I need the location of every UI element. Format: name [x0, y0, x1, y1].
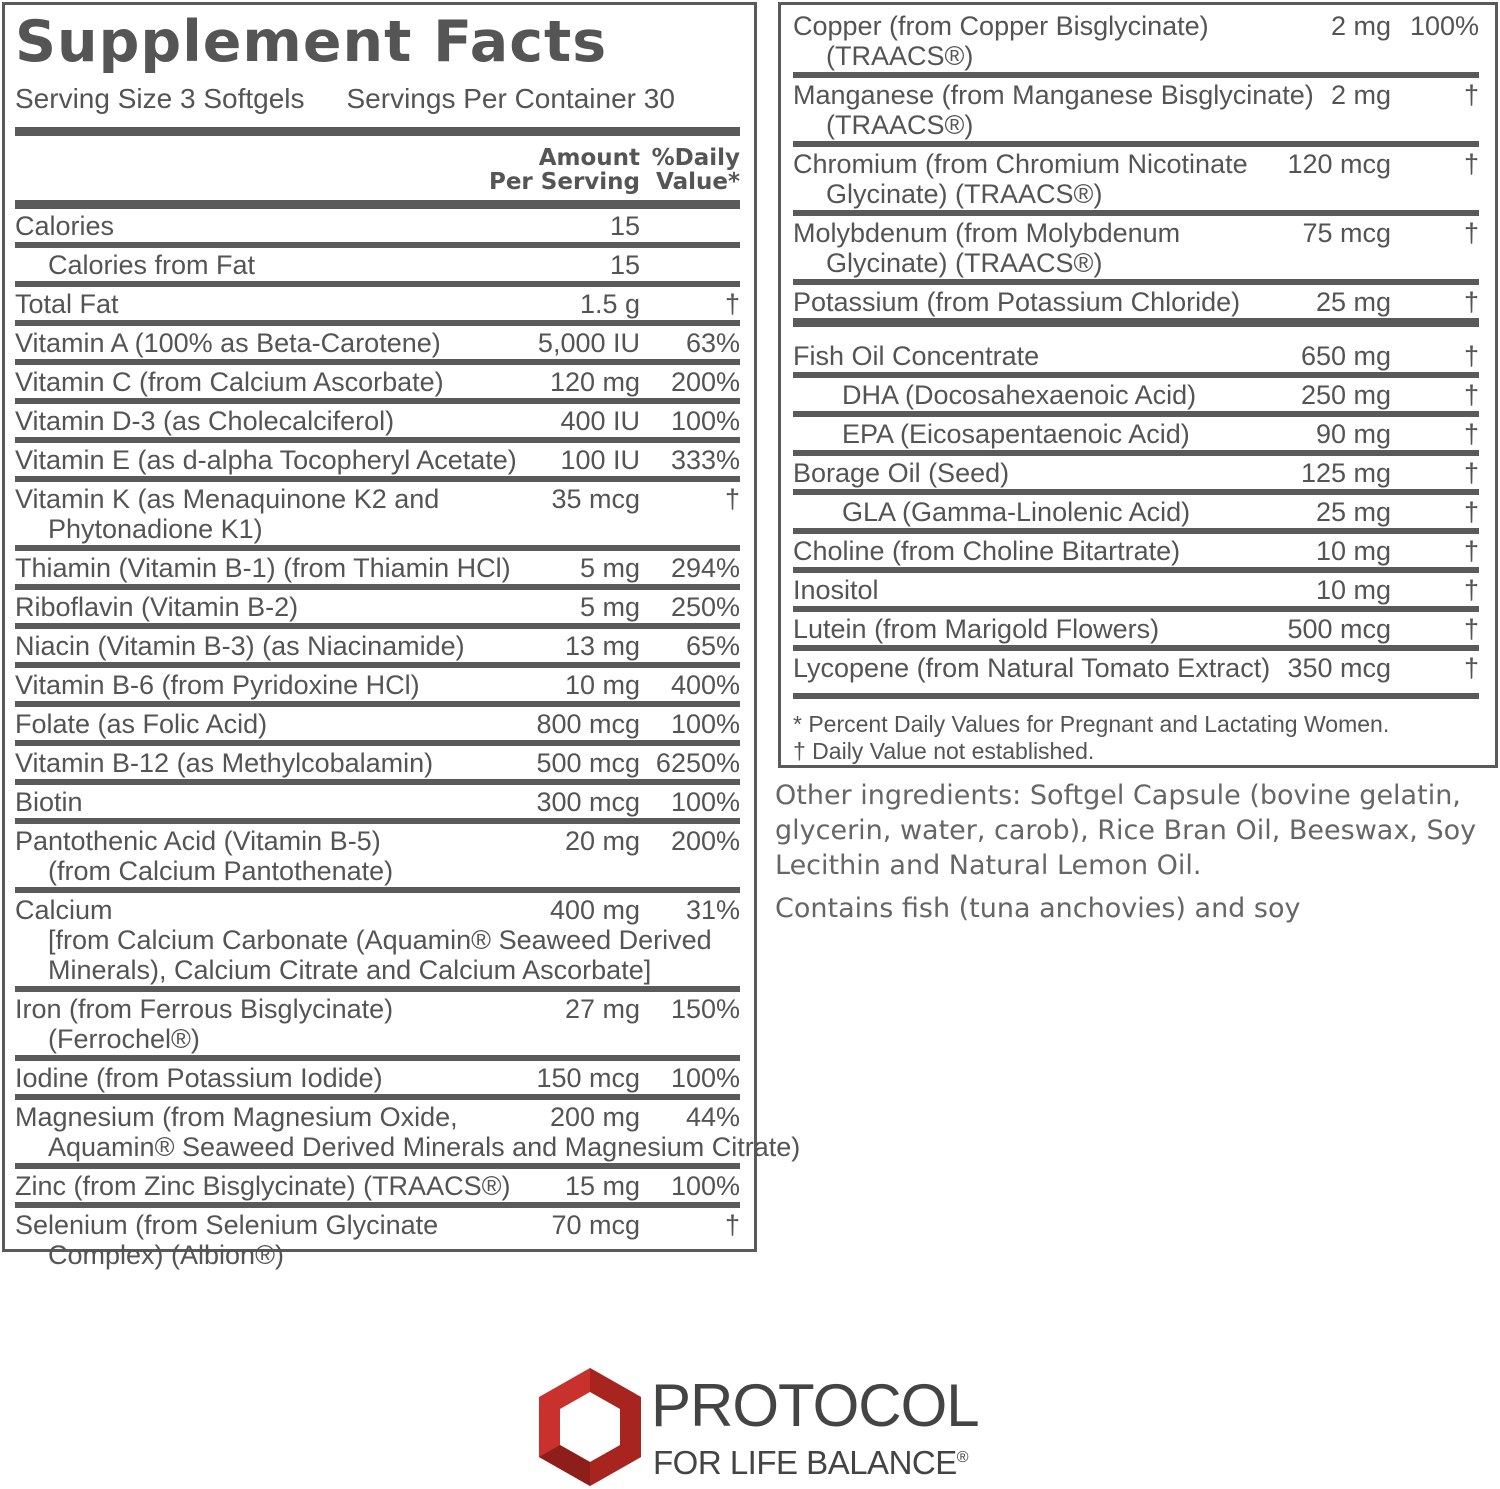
amount-header-line2: Per Serving — [488, 169, 640, 195]
nutrient-name-line: Biotin — [15, 787, 83, 817]
daily-value: † — [1463, 653, 1479, 683]
amount-per-serving: 1.5 g — [579, 289, 640, 319]
daily-value: 400% — [670, 670, 740, 700]
nutrient-name-line: Potassium (from Potassium Chloride) — [793, 287, 1241, 317]
nutrient-row — [15, 1208, 740, 1271]
nutrient-name-line: Manganese (from Manganese Bisglycinate) — [793, 80, 1314, 110]
serving-info — [15, 79, 740, 119]
daily-value: 200% — [670, 826, 740, 856]
nutrient-row — [15, 992, 740, 1061]
daily-value: 100% — [1409, 11, 1479, 41]
daily-value: † — [1463, 419, 1479, 449]
nutrient-name-line: Total Fat — [15, 289, 119, 319]
nutrient-row — [793, 285, 1479, 327]
nutrient-name — [793, 11, 1261, 71]
amount-per-serving: 100 IU — [560, 445, 640, 475]
daily-value: † — [1463, 287, 1479, 317]
daily-value: † — [724, 289, 740, 319]
amount-per-serving: 5 mg — [579, 553, 640, 583]
amount-per-serving: 20 mg — [564, 826, 640, 856]
footnote-not-established: † Daily Value not established. — [793, 738, 1095, 764]
nutrient-name-line: Niacin (Vitamin B-3) (as Niacinamide) — [15, 631, 465, 661]
nutrient-name — [793, 419, 1261, 449]
nutrient-name-line: (TRAACS®) — [826, 41, 974, 71]
nutrient-name — [15, 592, 500, 622]
amount-per-serving: 2 mg — [1330, 11, 1391, 41]
serving-size: Serving Size 3 Softgels — [15, 83, 305, 114]
nutrient-row — [15, 1061, 740, 1100]
nutrient-row — [793, 573, 1479, 612]
nutrient-name-line: Glycinate) (TRAACS®) — [826, 248, 1103, 278]
amount-per-serving: 400 mg — [549, 895, 640, 925]
nutrient-name-line: Vitamin E (as d-alpha Tocopheryl Acetate) — [15, 445, 517, 475]
servings-per-container: Servings Per Container 30 — [346, 83, 675, 114]
nutrient-name — [793, 614, 1261, 644]
nutrient-name-line: GLA (Gamma-Linolenic Acid) — [842, 497, 1191, 527]
daily-value: † — [1463, 80, 1479, 110]
daily-value: 100% — [670, 1063, 740, 1093]
daily-value: † — [1463, 497, 1479, 527]
nutrient-row — [793, 495, 1479, 534]
daily-value-header — [640, 146, 740, 194]
nutrient-name — [15, 994, 500, 1054]
tagline-text: FOR LIFE BALANCE — [653, 1444, 957, 1481]
amount-per-serving: 120 mcg — [1287, 149, 1391, 179]
nutrient-row — [15, 551, 740, 590]
nutrient-name — [15, 211, 500, 241]
nutrient-name-line: Calories from Fat — [48, 250, 256, 280]
nutrient-row — [15, 785, 740, 824]
other-ingredients — [775, 778, 1497, 934]
nutrient-name-line: DHA (Docosahexaenoic Acid) — [842, 380, 1197, 410]
daily-value: † — [1463, 341, 1479, 371]
nutrient-row — [15, 404, 740, 443]
nutrient-name — [793, 458, 1261, 488]
nutrient-row — [15, 1100, 801, 1169]
nutrient-row — [793, 534, 1479, 573]
nutrient-name-line: Pantothenic Acid (Vitamin B-5) — [15, 826, 381, 856]
amount-per-serving: 25 mg — [1315, 287, 1391, 317]
nutrient-row — [793, 378, 1479, 417]
brand-name: PROTOCOL — [651, 1372, 979, 1439]
daily-value: 100% — [670, 709, 740, 739]
daily-value: 100% — [670, 787, 740, 817]
nutrient-name — [15, 631, 500, 661]
nutrient-name-line: Iodine (from Potassium Iodide) — [15, 1063, 383, 1093]
nutrient-row — [15, 287, 740, 326]
supplement-facts-continued-panel — [778, 2, 1498, 768]
allergen-statement: Contains fish (tuna anchovies) and soy — [775, 893, 1301, 924]
nutrient-name-line: Choline (from Choline Bitartrate) — [793, 536, 1181, 566]
nutrient-name — [793, 380, 1261, 410]
nutrient-name — [793, 287, 1261, 317]
amount-per-serving: 2 mg — [1330, 80, 1391, 110]
nutrient-name-line: (TRAACS®) — [826, 110, 974, 140]
nutrient-name — [15, 826, 500, 886]
nutrient-row — [15, 629, 740, 668]
nutrient-row — [15, 443, 740, 482]
nutrient-name — [15, 289, 500, 319]
nutrient-name-line: Molybdenum (from Molybdenum — [793, 218, 1181, 248]
nutrient-name — [15, 1171, 511, 1201]
nutrient-row — [793, 456, 1479, 495]
daily-value: 31% — [685, 895, 740, 925]
nutrient-row — [15, 746, 740, 785]
daily-value: † — [1463, 536, 1479, 566]
nutrient-name-line: Magnesium (from Magnesium Oxide, — [15, 1102, 458, 1132]
amount-per-serving: 27 mg — [564, 994, 640, 1024]
amount-per-serving: 25 mg — [1315, 497, 1391, 527]
nutrient-name — [15, 709, 500, 739]
nutrient-name-line: Inositol — [793, 575, 879, 605]
daily-value: 150% — [670, 994, 740, 1024]
nutrient-row — [15, 668, 740, 707]
brand-logo — [535, 1366, 979, 1488]
amount-per-serving: 800 mcg — [536, 709, 640, 739]
nutrient-name — [15, 445, 517, 475]
amount-per-serving: 75 mcg — [1302, 218, 1391, 248]
amount-per-serving: 15 — [609, 211, 640, 241]
nutrient-row — [793, 5, 1479, 78]
daily-value: † — [724, 484, 740, 514]
amount-per-serving: 10 mg — [564, 670, 640, 700]
amount-per-serving: 400 IU — [560, 406, 640, 436]
nutrient-row — [15, 1169, 740, 1208]
daily-value: † — [1463, 380, 1479, 410]
nutrient-name-line: Thiamin (Vitamin B-1) (from Thiamin HCl) — [15, 553, 511, 583]
amount-per-serving-header — [480, 146, 640, 194]
nutrient-name-line: Glycinate) (TRAACS®) — [826, 179, 1103, 209]
nutrient-name — [793, 653, 1271, 683]
daily-value: 63% — [685, 328, 740, 358]
amount-per-serving: 13 mg — [564, 631, 640, 661]
nutrient-name-line: (from Calcium Pantothenate) — [48, 856, 394, 886]
divider-thick — [15, 127, 740, 136]
nutrient-name-line: Copper (from Copper Bisglycinate) — [793, 11, 1209, 41]
registered-mark: ® — [956, 1449, 969, 1466]
nutrient-row — [15, 248, 740, 287]
nutrient-row — [15, 209, 740, 248]
amount-per-serving: 500 mcg — [536, 748, 640, 778]
amount-per-serving: 15 — [609, 250, 640, 280]
nutrient-name-line: (Ferrochel®) — [48, 1024, 200, 1054]
amount-per-serving: 35 mcg — [551, 484, 640, 514]
nutrient-name — [793, 341, 1261, 371]
nutrient-name-line: Calcium — [15, 895, 113, 925]
amount-per-serving: 150 mcg — [536, 1063, 640, 1093]
daily-value: 333% — [670, 445, 740, 475]
nutrient-name — [15, 406, 500, 436]
nutrient-row — [793, 216, 1479, 285]
nutrient-name-line: Vitamin B-12 (as Methylcobalamin) — [15, 748, 434, 778]
nutrient-name — [15, 1210, 500, 1270]
amount-per-serving: 90 mg — [1315, 419, 1391, 449]
daily-value: 65% — [685, 631, 740, 661]
nutrient-name-line: Calories — [15, 211, 115, 241]
nutrient-name — [793, 536, 1261, 566]
daily-value: 200% — [670, 367, 740, 397]
nutrient-name — [15, 250, 500, 280]
nutrient-name-line: Riboflavin (Vitamin B-2) — [15, 592, 299, 622]
nutrient-name-line: Zinc (from Zinc Bisglycinate) (TRAACS®) — [15, 1171, 511, 1201]
daily-value: 250% — [670, 592, 740, 622]
nutrient-name-line: Vitamin K (as Menaquinone K2 and — [15, 484, 440, 514]
amount-header-line1: Amount — [538, 145, 640, 171]
amount-per-serving: 500 mcg — [1287, 614, 1391, 644]
nutrient-row — [793, 78, 1479, 147]
amount-per-serving: 5,000 IU — [537, 328, 640, 358]
supplement-facts-panel — [2, 2, 801, 1270]
nutrient-name-line: Minerals), Calcium Citrate and Calcium Ascorbate] — [48, 955, 652, 985]
hexagon-logo-icon — [535, 1366, 645, 1488]
dv-header-line2: Value* — [656, 169, 740, 195]
nutrient-name-line: Selenium (from Selenium Glycinate — [15, 1210, 439, 1240]
nutrient-name-line: Chromium (from Chromium Nicotinate — [793, 149, 1248, 179]
nutrient-name — [15, 367, 500, 397]
amount-per-serving: 250 mg — [1300, 380, 1391, 410]
daily-value: † — [1463, 614, 1479, 644]
nutrient-name-line: Lycopene (from Natural Tomato Extract) — [793, 653, 1271, 683]
nutrient-list-left — [15, 209, 801, 1271]
daily-value: † — [1463, 149, 1479, 179]
amount-per-serving: 10 mg — [1315, 536, 1391, 566]
nutrient-name — [15, 553, 511, 583]
nutrient-row — [793, 147, 1479, 216]
nutrient-row — [793, 327, 1479, 378]
daily-value: 44% — [685, 1102, 740, 1132]
daily-value: † — [1463, 218, 1479, 248]
nutrient-row — [793, 651, 1479, 699]
nutrient-name — [793, 80, 1314, 140]
panel-title: Supplement Facts — [15, 9, 608, 75]
footnotes — [793, 699, 1479, 765]
nutrient-name-line: Folate (as Folic Acid) — [15, 709, 268, 739]
nutrient-name-line: Phytonadione K1) — [48, 514, 263, 544]
nutrient-name — [793, 218, 1261, 278]
amount-per-serving: 5 mg — [579, 592, 640, 622]
amount-per-serving: 15 mg — [564, 1171, 640, 1201]
amount-per-serving: 350 mcg — [1287, 653, 1391, 683]
divider-thick — [15, 200, 740, 209]
nutrient-name-line: [from Calcium Carbonate (Aquamin® Seaweed Derived — [48, 925, 712, 955]
nutrient-name-line: Fish Oil Concentrate — [793, 341, 1040, 371]
daily-value: † — [1463, 575, 1479, 605]
nutrient-name — [15, 670, 500, 700]
nutrient-name-line: Iron (from Ferrous Bisglycinate) — [15, 994, 394, 1024]
brand-tagline — [653, 1440, 968, 1481]
nutrient-name — [15, 328, 500, 358]
nutrient-row — [15, 824, 740, 893]
amount-per-serving: 10 mg — [1315, 575, 1391, 605]
nutrient-row — [15, 365, 740, 404]
daily-value: 294% — [670, 553, 740, 583]
amount-per-serving: 70 mcg — [551, 1210, 640, 1240]
footnote-daily-values: * Percent Daily Values for Pregnant and Lactating Women. — [793, 711, 1390, 737]
nutrient-name — [793, 497, 1261, 527]
column-header — [15, 136, 740, 198]
nutrient-name-line: Vitamin D-3 (as Cholecalciferol) — [15, 406, 395, 436]
nutrient-row — [793, 612, 1479, 651]
nutrient-name-line: Aquamin® Seaweed Derived Minerals and Magnesium Citrate) — [48, 1132, 801, 1162]
nutrient-row — [793, 417, 1479, 456]
nutrient-row — [15, 707, 740, 746]
amount-per-serving: 125 mg — [1300, 458, 1391, 488]
dv-header-line1: %Daily — [651, 145, 740, 171]
daily-value: 6250% — [655, 748, 740, 778]
nutrient-list-right — [793, 5, 1479, 699]
nutrient-name — [15, 748, 500, 778]
amount-per-serving: 650 mg — [1300, 341, 1391, 371]
daily-value: † — [724, 1210, 740, 1240]
nutrient-name-line: Vitamin A (100% as Beta-Carotene) — [15, 328, 441, 358]
nutrient-row — [15, 326, 740, 365]
nutrient-name — [15, 787, 500, 817]
nutrient-row — [15, 893, 740, 992]
nutrient-name-line: Vitamin B-6 (from Pyridoxine HCl) — [15, 670, 420, 700]
nutrient-row — [15, 482, 740, 551]
nutrient-name — [15, 1063, 500, 1093]
nutrient-row — [15, 590, 740, 629]
nutrient-name-line: EPA (Eicosapentaenoic Acid) — [842, 419, 1190, 449]
amount-per-serving: 300 mcg — [536, 787, 640, 817]
amount-per-serving: 120 mg — [549, 367, 640, 397]
daily-value: † — [1463, 458, 1479, 488]
nutrient-name-line: Vitamin C (from Calcium Ascorbate) — [15, 367, 444, 397]
nutrient-name — [793, 149, 1261, 209]
nutrient-name-line: Lutein (from Marigold Flowers) — [793, 614, 1160, 644]
nutrient-name-line: Borage Oil (Seed) — [793, 458, 1010, 488]
nutrient-name — [793, 575, 1261, 605]
daily-value: 100% — [670, 406, 740, 436]
amount-per-serving: 200 mg — [549, 1102, 640, 1132]
nutrient-name — [15, 484, 500, 544]
daily-value: 100% — [670, 1171, 740, 1201]
other-ingredients-text: Other ingredients: Softgel Capsule (bovine gelatin, glycerin, water, carob), Rice Bran Oil, Beeswax, Soy Lecithin and Natural Lemon Oil. — [775, 780, 1477, 881]
nutrient-name-line: Complex) (Albion®) — [48, 1240, 284, 1270]
